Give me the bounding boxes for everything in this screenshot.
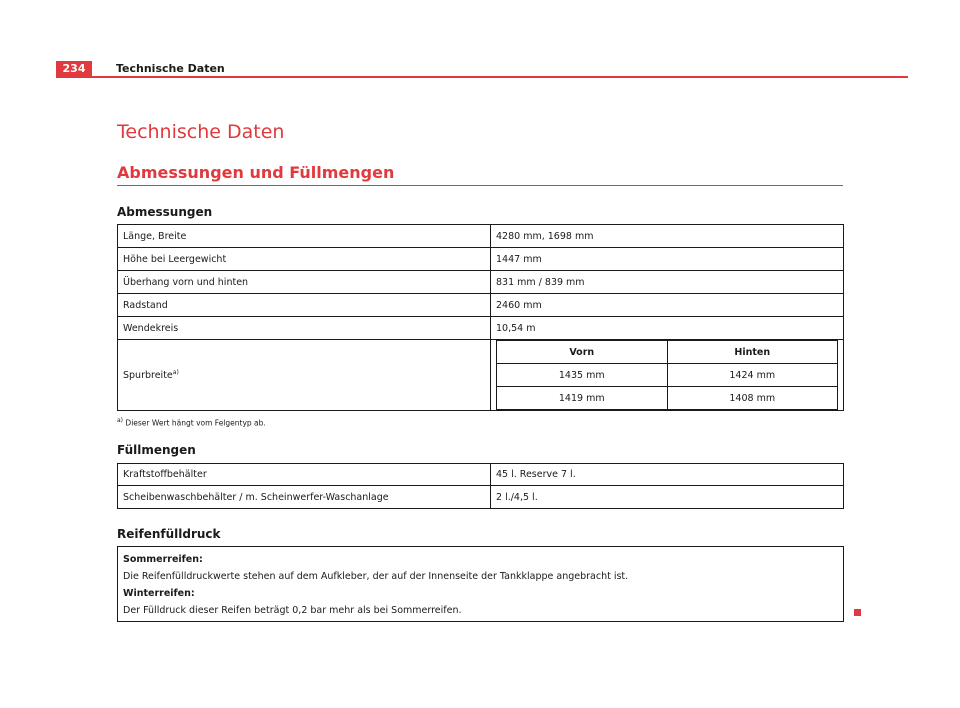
table-row — [118, 294, 844, 317]
tire-pressure-heading: Reifenfülldruck — [117, 527, 221, 541]
table-row — [118, 486, 844, 509]
row-label: Länge, Breite — [118, 225, 491, 248]
footnote-marker: a) — [117, 417, 124, 424]
capacities-table — [117, 463, 844, 509]
track-rear-value: 1408 mm — [667, 387, 838, 410]
track-width-label: Spurbreite — [123, 370, 173, 382]
header-rule — [56, 76, 908, 78]
track-rear-value: 1424 mm — [667, 364, 838, 387]
row-value: 45 l. Reserve 7 l. — [491, 464, 844, 486]
row-value: 4280 mm, 1698 mm — [491, 225, 844, 248]
row-value: 831 mm / 839 mm — [491, 271, 844, 294]
table-row — [118, 317, 844, 340]
column-header-front: Vorn — [497, 341, 668, 364]
end-of-section-marker — [854, 609, 861, 616]
column-header-rear: Hinten — [667, 341, 838, 364]
chapter-title: Technische Daten — [117, 121, 285, 143]
row-label: Höhe bei Leergewicht — [118, 248, 491, 271]
footnote-ref: a) — [172, 368, 179, 376]
summer-tires-text: Die Reifenfülldruckwerte stehen auf dem Aufkleber, der auf der Innenseite der Tankklappe angebracht ist. — [123, 571, 629, 582]
row-label: Radstand — [118, 294, 491, 317]
row-value: 10,54 m — [491, 317, 844, 340]
summer-tires-label: Sommerreifen: — [123, 554, 203, 565]
page-number: 234 — [56, 61, 92, 76]
capacities-heading: Füllmengen — [117, 443, 196, 457]
section-title: Abmessungen und Füllmengen — [117, 163, 395, 182]
row-label: Kraftstoffbehälter — [118, 464, 491, 486]
row-label: Wendekreis — [118, 317, 491, 340]
row-value: 2 l./4,5 l. — [491, 486, 844, 509]
track-width-row — [118, 340, 844, 411]
dimensions-table — [117, 224, 844, 411]
section-rule — [117, 185, 843, 186]
footnote-text: Dieser Wert hängt vom Felgentyp ab. — [125, 418, 266, 428]
track-front-value: 1435 mm — [497, 364, 668, 387]
track-width-table — [496, 340, 838, 410]
row-label: Überhang vorn und hinten — [118, 271, 491, 294]
track-front-value: 1419 mm — [497, 387, 668, 410]
footnote — [117, 417, 266, 428]
table-row — [118, 464, 844, 486]
table-row — [118, 225, 844, 248]
track-width-label-cell — [118, 340, 491, 411]
table-row — [118, 271, 844, 294]
table-row — [118, 248, 844, 271]
row-value: 1447 mm — [491, 248, 844, 271]
row-value: 2460 mm — [491, 294, 844, 317]
winter-tires-text: Der Fülldruck dieser Reifen beträgt 0,2 bar mehr als bei Sommerreifen. — [123, 605, 462, 616]
winter-tires-label: Winterreifen: — [123, 588, 195, 599]
dimensions-heading: Abmessungen — [117, 205, 213, 219]
track-width-values — [491, 340, 844, 411]
row-label: Scheibenwaschbehälter / m. Scheinwerfer-Waschanlage — [118, 486, 491, 509]
tire-pressure-box — [117, 546, 844, 622]
running-header: Technische Daten — [116, 62, 225, 75]
